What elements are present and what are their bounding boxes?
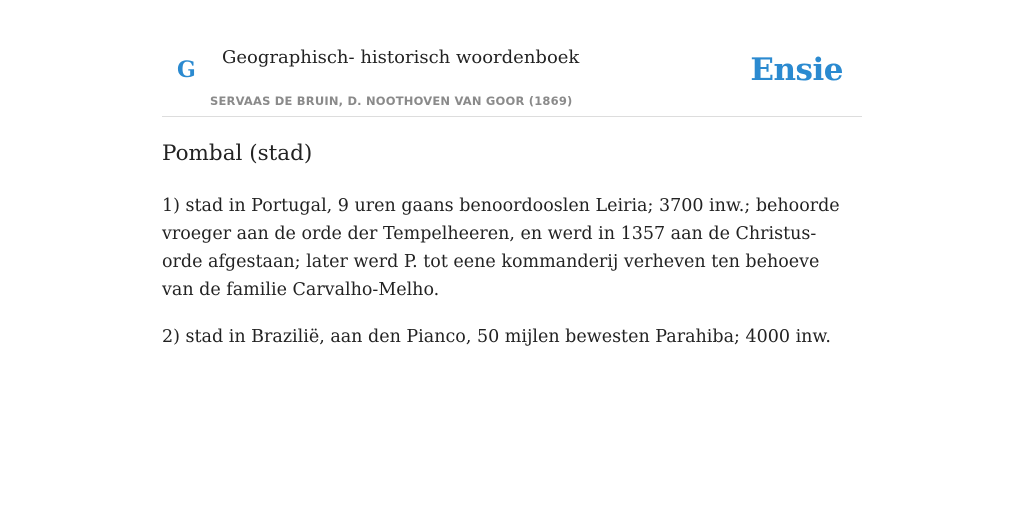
- entry-paragraph-2: 2) stad in Brazilië, aan den Pianco, 50 mijlen bewesten Parahiba; 4000 inw.: [162, 327, 831, 347]
- entry-title: Pombal (stad): [162, 141, 313, 166]
- entry-paragraph-1: 1) stad in Portugal, 9 uren gaans benoordooslen Leiria; 3700 inw.; behoorde vroeger aan de orde der Tempelheeren, en werd in 1357 aan de Christus-orde afgestaan; later werd P. tot eene kommanderij verheven ten behoeve van de familie Carvalho-Melho.: [162, 196, 840, 300]
- book-authors: SERVAAS DE BRUIN, D. NOOTHOVEN VAN GOOR (1869): [210, 94, 573, 108]
- entry-content: [162, 138, 842, 351]
- ensie-logo[interactable]: Ensie: [750, 52, 843, 88]
- book-letter-link[interactable]: G: [177, 57, 196, 83]
- book-header: [162, 0, 862, 117]
- book-title-link[interactable]: Geographisch- historisch woordenboek: [222, 47, 580, 68]
